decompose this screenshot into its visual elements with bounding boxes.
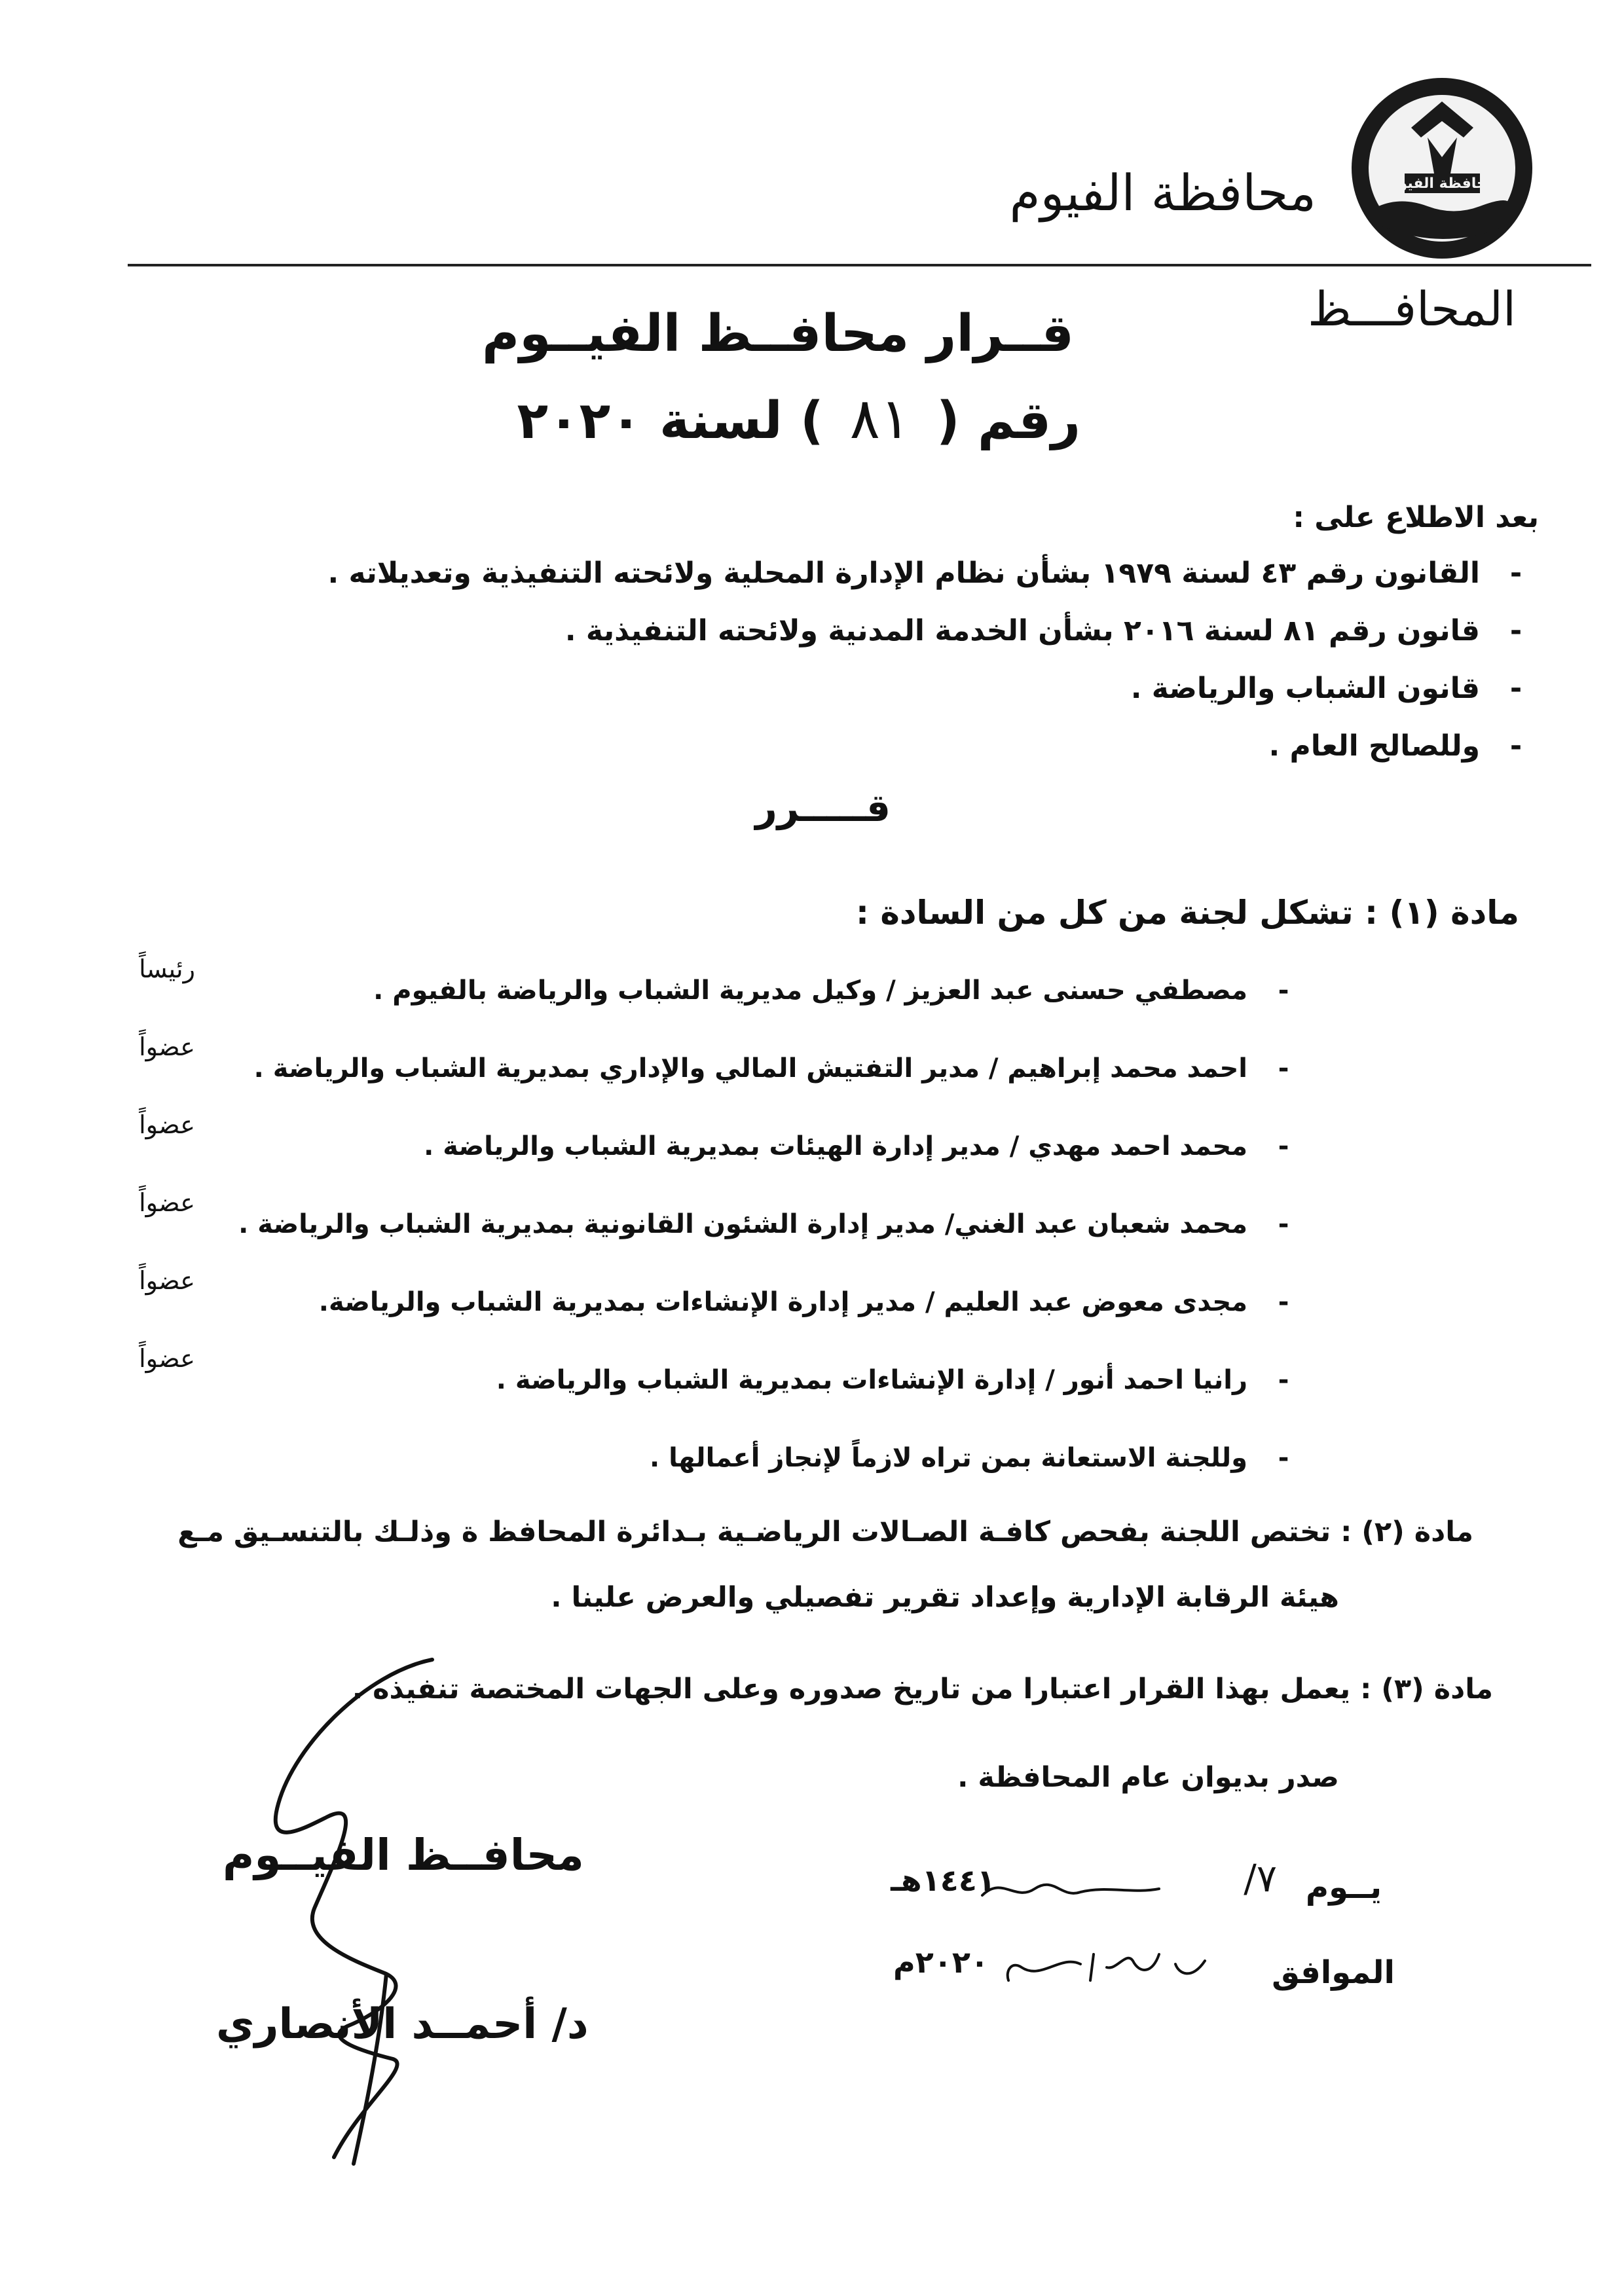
- hijri-date-label: يــوم: [1305, 1869, 1382, 1906]
- signatory-name: د/ أحمــد الأنصاري: [216, 2000, 589, 2049]
- office-label: المحافـــظ: [1307, 282, 1516, 337]
- gregorian-day-month-handwritten: [1002, 1935, 1218, 1994]
- preamble-list: [95, 545, 1536, 775]
- governorate-header-title: محافظة الفيوم: [1009, 164, 1316, 222]
- committee-member: -محمد شعبان عبد الغني/ مدير إدارة الشئون القانونية بمديرية الشباب والرياضة .: [238, 1209, 1289, 1239]
- header-divider: [128, 264, 1591, 266]
- preamble-item: -وللصالح العام .: [1268, 729, 1522, 763]
- decision-number-suffix: ) لسنة ٢٠٢٠: [517, 392, 824, 450]
- preamble-item: -قانون الشباب والرياضة .: [1130, 672, 1522, 705]
- decision-title: قــرار محافــظ الفيــوم: [482, 304, 1074, 363]
- committee-role-list: [92, 953, 242, 1420]
- issued-at: صدر بديوان عام المحافظة .: [957, 1761, 1339, 1794]
- member-role: عضواً: [139, 1032, 195, 1061]
- svg-text:محافظة الفيوم: محافظة الفيوم: [1388, 175, 1496, 192]
- gregorian-date-label: الموافق: [1272, 1954, 1395, 1991]
- committee-member: -مصطفي حسنى عبد العزيز / وكيل مديرية الشباب والرياضة بالفيوم .: [373, 975, 1289, 1006]
- member-role: رئيساً: [139, 955, 195, 983]
- preamble-item: -القانون رقم ٤٣ لسنة ١٩٧٩ بشأن نظام الإدارة المحلية ولائحته التنفيذية وتعديلاته .: [327, 556, 1522, 590]
- committee-member-list: [121, 968, 1300, 1513]
- preamble-heading: بعد الاطلاع على :: [1293, 501, 1539, 534]
- article-3-text: مادة (٣) : يعمل بهذا القرار اعتبارا من تاريخ صدوره وعلى الجهات المختصة تنفيذه .: [352, 1673, 1493, 1705]
- decision-number: ٨١: [849, 386, 911, 452]
- hijri-month-handwritten: [976, 1869, 1166, 1908]
- member-role: عضواً: [139, 1188, 195, 1217]
- member-role: عضواً: [139, 1344, 195, 1373]
- governorate-seal-logo: [1349, 75, 1536, 262]
- handwritten-signature: [216, 1647, 530, 2170]
- article-2-text: مادة (٢) : تختص اللجنة بفحص كافـة الصـالات الرياضـية بـدائرة المحافظ ة وذلـك بالتنسـيق مـع: [177, 1516, 1473, 1548]
- committee-note: -وللجنة الاستعانة بمن تراه لازماً لإنجاز أعمالها .: [650, 1443, 1289, 1473]
- committee-member: -محمد احمد مهدي / مدير إدارة الهيئات بمديرية الشباب والرياضة .: [424, 1131, 1289, 1161]
- article-2-text-continued: هيئة الرقابة الإدارية وإعداد تقرير تفصيلي والعرض علينا .: [551, 1581, 1339, 1614]
- committee-member: -احمد محمد إبراهيم / مدير التفتيش المالي والإداري بمديرية الشباب والرياضة .: [253, 1053, 1289, 1084]
- hijri-year: ١٤٤١هـ: [891, 1863, 995, 1898]
- signatory-title: محافــظ الفيــوم: [223, 1830, 584, 1880]
- gregorian-year: ٢٠٢٠م: [893, 1944, 989, 1980]
- article-1-heading: مادة (١) : تشكل لجنة من كل من السادة :: [855, 894, 1519, 932]
- committee-member: -رانيا احمد أنور / إدارة الإنشاءات بمديرية الشباب والرياضة .: [496, 1365, 1289, 1395]
- member-role: عضواً: [139, 1110, 195, 1139]
- committee-member: -مجدى معوض عبد العليم / مدير إدارة الإنشاءات بمديرية الشباب والرياضة.: [318, 1287, 1289, 1317]
- member-role: عضواً: [139, 1266, 195, 1295]
- decided-heading: قـــــرر: [755, 786, 891, 830]
- decision-number-prefix: رقم (: [936, 392, 1080, 450]
- preamble-item: -قانون رقم ٨١ لسنة ٢٠١٦ بشأن الخدمة المدنية ولائحته التنفيذية .: [564, 614, 1522, 647]
- decision-number-line: [517, 386, 1080, 452]
- hijri-day-handwritten: ٧/: [1244, 1856, 1277, 1901]
